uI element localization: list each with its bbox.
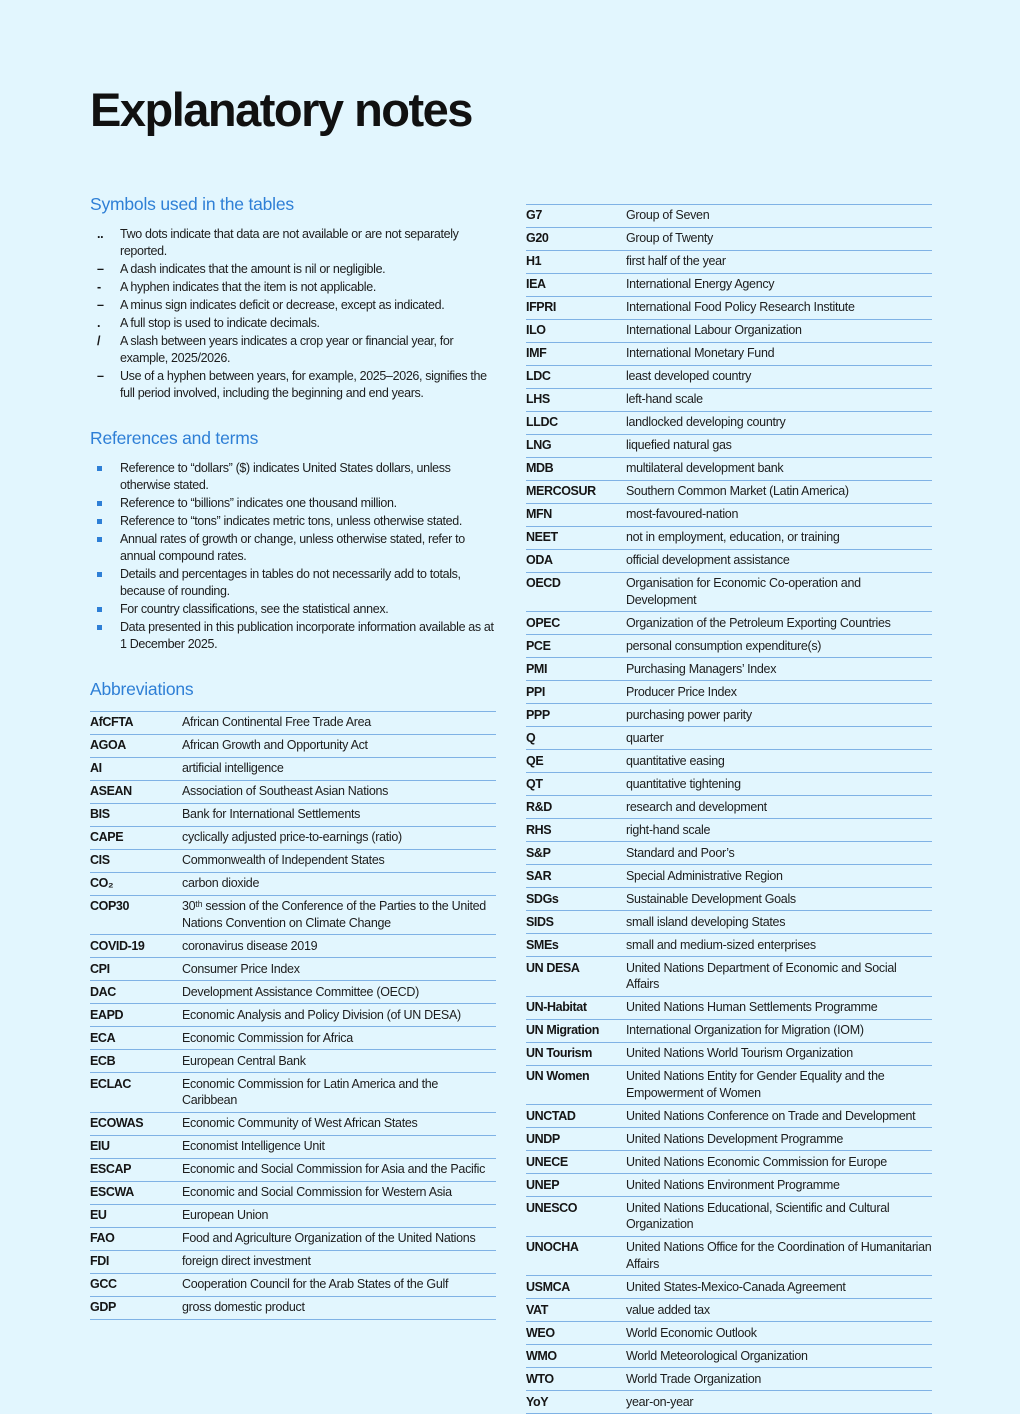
bullet-square-icon [97,501,102,506]
abbreviation-term: PPI [526,684,545,699]
abbreviation-term: H1 [526,254,542,269]
abbreviation-term: MFN [526,507,552,522]
abbreviation-definition: United Nations Environment Programme [626,1177,840,1192]
abbreviation-row [526,911,932,934]
abbreviation-row [90,1004,496,1027]
abbreviation-term: UNECE [526,1154,568,1169]
abbreviation-term: IFPRI [526,300,556,315]
abbreviation-row [526,1368,932,1391]
abbreviation-definition: International Monetary Fund [626,346,775,361]
abbreviation-definition: Economic Analysis and Policy Division (of UN DESA) [182,1007,461,1022]
symbol-glyph: - [97,279,101,294]
abbreviation-row [526,727,932,750]
reference-item [90,566,496,600]
abbreviation-row [526,550,932,573]
bullet-square-icon [97,625,102,630]
abbreviation-definition: United Nations Educational, Scientific and Cultural Organization [626,1200,890,1232]
abbreviation-definition: International Labour Organization [626,323,802,338]
bullet-square-icon [97,572,102,577]
abbreviation-row [526,773,932,796]
abbreviation-row [526,297,932,320]
abbreviations-table-right [526,204,932,1414]
abbreviation-definition: multilateral development bank [626,461,784,476]
abbreviation-term: MDB [526,461,554,476]
abbreviation-definition: Economic Commission for Africa [182,1030,353,1045]
abbreviation-term: UNESCO [526,1200,578,1215]
abbreviation-definition: left-hand scale [626,392,703,407]
abbreviation-definition: Organization of the Petroleum Exporting Countries [626,615,891,630]
abbreviation-term: CAPE [90,830,124,845]
abbreviation-row [526,865,932,888]
abbreviation-definition: quantitative easing [626,753,725,768]
abbreviation-definition: United Nations Economic Commission for Europe [626,1154,887,1169]
abbreviation-term: MERCOSUR [526,484,596,499]
abbreviation-definition: International Energy Agency [626,277,775,292]
abbreviation-definition: Economic Community of West African States [182,1116,418,1131]
abbreviation-row [90,1251,496,1274]
symbol-description: A dash indicates that the amount is nil or negligible. [120,261,386,276]
abbreviation-row [526,842,932,865]
abbreviation-term: UN Women [526,1069,590,1084]
abbreviation-definition: Special Administrative Region [626,868,783,883]
abbreviation-term: LNG [526,438,552,453]
abbreviation-term: CPI [90,961,110,976]
abbreviation-term: USMCA [526,1279,570,1294]
bullet-square-icon [97,537,102,542]
abbreviation-row [526,205,932,228]
abbreviation-term: WEO [526,1325,555,1340]
abbreviation-row [526,1151,932,1174]
abbreviation-term: IEA [526,277,546,292]
abbreviation-term: COP30 [90,899,129,914]
reference-text: Reference to “tons” indicates metric tons, unless otherwise stated. [120,513,462,528]
symbol-glyph: .. [97,226,104,241]
abbreviation-definition: quantitative tightening [626,776,741,791]
abbreviation-definition: coronavirus disease 2019 [182,938,318,953]
abbreviation-row [90,804,496,827]
abbreviation-term: LDC [526,369,551,384]
abbreviation-term: DAC [90,984,116,999]
abbreviation-term: CIS [90,853,110,868]
abbreviation-definition: Producer Price Index [626,684,737,699]
left-column [90,194,496,1320]
abbreviation-term: IMF [526,346,547,361]
abbreviation-row [526,934,932,957]
abbreviation-definition: Organisation for Economic Co-operation and Development [626,576,861,607]
abbreviation-definition: Food and Agriculture Organization of the United Nations [182,1231,476,1246]
abbreviation-definition: quarter [626,730,664,745]
abbreviation-definition: Economic Commission for Latin America and the Caribbean [182,1076,439,1108]
abbreviation-term: ECLAC [90,1076,132,1091]
abbreviation-row [526,796,932,819]
symbol-description: Two dots indicate that data are not available or are not separately reported. [120,226,459,258]
abbreviation-definition: World Economic Outlook [626,1325,757,1340]
abbreviation-term: RHS [526,822,552,837]
symbol-description: A slash between years indicates a crop year or financial year, for example, 2025/2026. [120,333,454,365]
symbol-glyph: . [97,315,101,330]
abbreviation-row [526,750,932,773]
abbreviation-term: PMI [526,661,548,676]
abbreviation-row [526,819,932,842]
abbreviation-term: UNDP [526,1131,560,1146]
reference-text: Reference to “billions” indicates one thousand million. [120,495,397,510]
abbreviation-row [526,1197,932,1237]
abbreviation-row [526,1276,932,1299]
abbreviation-term: GCC [90,1277,117,1292]
abbreviation-row [526,228,932,251]
abbreviation-definition: European Central Bank [182,1053,306,1068]
abbreviation-definition: United Nations World Tourism Organization [626,1046,853,1061]
abbreviation-row [90,758,496,781]
abbreviation-definition: Group of Seven [626,208,710,223]
abbreviation-row [526,1105,932,1128]
abbreviation-row [526,681,932,704]
reference-text: Details and percentages in tables do not necessarily add to totals, because of rounding. [120,566,461,598]
abbreviation-definition: Association of Southeast Asian Nations [182,784,389,799]
abbreviation-term: FDI [90,1254,109,1269]
abbreviation-definition: International Organization for Migration (IOM) [626,1023,864,1038]
abbreviation-row [526,1043,932,1066]
reference-item [90,601,496,618]
abbreviation-row [90,1050,496,1073]
abbreviation-term: AfCFTA [90,715,134,730]
abbreviation-row [526,704,932,727]
abbreviation-row [526,366,932,389]
abbreviation-definition: cyclically adjusted price-to-earnings (ratio) [182,830,402,845]
abbreviation-term: ECA [90,1030,116,1045]
abbreviation-row [526,320,932,343]
abbreviation-term: FAO [90,1231,115,1246]
abbreviation-row [90,1027,496,1050]
abbreviation-term: UN Migration [526,1023,599,1038]
abbreviation-term: ESCAP [90,1162,132,1177]
symbols-heading: Symbols used in the tables [90,193,294,214]
abbreviation-term: UN-Habitat [526,1000,587,1015]
abbreviation-definition: Bank for International Settlements [182,807,361,822]
symbol-item [90,279,496,296]
abbreviation-row [90,827,496,850]
abbreviation-definition: Economic and Social Commission for Asia and the Pacific [182,1162,486,1177]
abbreviation-definition: United Nations Human Settlements Programme [626,1000,878,1015]
abbreviation-term: R&D [526,799,552,814]
symbol-description: A hyphen indicates that the item is not applicable. [120,279,376,294]
abbreviation-row [90,873,496,896]
abbreviation-row [90,896,496,936]
right-column [526,204,932,1414]
abbreviation-definition: Development Assistance Committee (OECD) [182,984,419,999]
abbreviation-term: QE [526,753,544,768]
abbreviation-definition: African Continental Free Trade Area [182,715,371,730]
abbreviation-row [90,1297,496,1320]
abbreviation-term: GDP [90,1300,116,1315]
abbreviation-row [90,1205,496,1228]
abbreviation-definition: year-on-year [626,1394,694,1409]
abbreviation-row [526,481,932,504]
abbreviation-row [90,850,496,873]
abbreviation-row [90,735,496,758]
abbreviation-term: OPEC [526,615,560,630]
abbreviation-term: SMEs [526,937,559,952]
abbreviation-term: ESCWA [90,1185,134,1200]
abbreviation-term: AGOA [90,738,126,753]
references-section [90,428,496,653]
abbreviation-row [526,458,932,481]
abbreviation-definition: research and development [626,799,767,814]
abbreviation-definition: Commonwealth of Independent States [182,853,385,868]
abbreviation-term: UNOCHA [526,1240,579,1255]
abbreviation-definition: right-hand scale [626,822,711,837]
reference-text: Data presented in this publication incorporate information available as at 1 December 2025. [120,619,494,651]
abbreviation-term: QT [526,776,543,791]
abbreviations-table-left [90,711,496,1320]
abbreviation-definition: carbon dioxide [182,876,260,891]
abbreviation-term: Q [526,730,536,745]
abbreviation-row [90,1159,496,1182]
abbreviation-row [90,781,496,804]
symbol-item [90,368,496,402]
abbreviation-term: CO₂ [90,876,114,891]
abbreviation-term: LHS [526,392,550,407]
abbreviation-definition: small island developing States [626,914,786,929]
abbreviation-row [526,997,932,1020]
abbreviation-row [90,1073,496,1113]
abbreviation-term: YoY [526,1394,549,1409]
abbreviation-term: G20 [526,231,549,246]
abbreviation-definition: first half of the year [626,254,726,269]
abbreviation-definition: World Trade Organization [626,1371,761,1386]
symbol-glyph: – [97,297,104,312]
abbreviation-term: UN DESA [526,960,580,975]
abbreviation-row [526,251,932,274]
abbreviation-row [526,1391,932,1414]
abbreviation-definition: value added tax [626,1302,710,1317]
abbreviation-definition: personal consumption expenditure(s) [626,638,822,653]
abbreviation-definition: most-favoured-nation [626,507,739,522]
abbreviation-term: EAPD [90,1007,124,1022]
abbreviation-term: EU [90,1208,107,1223]
abbreviation-definition: liquefied natural gas [626,438,732,453]
abbreviation-row [526,888,932,911]
abbreviation-term: UNEP [526,1177,560,1192]
abbreviation-definition: Purchasing Managers’ Index [626,661,777,676]
abbreviation-definition: not in employment, education, or training [626,530,840,545]
page-title: Explanatory notes [90,83,472,136]
abbreviation-definition: Economist Intelligence Unit [182,1139,325,1154]
abbreviation-row [526,1322,932,1345]
symbol-description: A minus sign indicates deficit or decrease, except as indicated. [120,297,445,312]
symbol-item [90,226,496,260]
abbreviation-term: WTO [526,1371,554,1386]
symbol-item [90,333,496,367]
abbreviation-definition: purchasing power parity [626,707,752,722]
reference-item [90,619,496,653]
abbreviation-term: UNCTAD [526,1108,576,1123]
abbreviation-term: NEET [526,530,558,545]
abbreviation-row [526,1066,932,1106]
abbreviation-definition: United States-Mexico-Canada Agreement [626,1279,846,1294]
references-heading: References and terms [90,427,259,448]
abbreviation-term: PPP [526,707,550,722]
abbreviation-row [526,1299,932,1322]
abbreviation-definition: European Union [182,1208,269,1223]
abbreviation-term: EIU [90,1139,110,1154]
abbreviation-row [526,1020,932,1043]
abbreviation-row [526,612,932,635]
abbreviation-definition: Group of Twenty [626,231,713,246]
abbreviation-row [526,635,932,658]
bullet-square-icon [97,466,102,471]
abbreviation-row [90,1136,496,1159]
abbreviation-term: S&P [526,845,551,860]
reference-text: For country classifications, see the statistical annex. [120,601,389,616]
symbol-glyph: / [97,333,101,348]
abbreviation-row [526,389,932,412]
abbreviation-row [90,1113,496,1136]
abbreviation-row [526,1237,932,1277]
abbreviation-definition: Cooperation Council for the Arab States of the Gulf [182,1277,449,1292]
abbreviation-definition: gross domestic product [182,1300,305,1315]
abbreviation-row [526,504,932,527]
reference-item [90,460,496,494]
abbreviation-definition: International Food Policy Research Institute [626,300,855,315]
references-list [90,460,496,653]
abbreviation-definition: official development assistance [626,553,790,568]
abbreviations-section [90,679,496,1320]
abbreviation-definition: Economic and Social Commission for Western Asia [182,1185,452,1200]
reference-text: Annual rates of growth or change, unless otherwise stated, refer to annual compound rates. [120,531,465,563]
abbreviation-term: WMO [526,1348,557,1363]
abbreviation-term: PCE [526,638,551,653]
abbreviation-term: ASEAN [90,784,132,799]
abbreviation-term: BIS [90,807,110,822]
bullet-square-icon [97,519,102,524]
abbreviation-row [526,274,932,297]
abbreviation-row [526,435,932,458]
abbreviation-term: LLDC [526,415,558,430]
abbreviation-definition: United Nations Department of Economic and Social Affairs [626,960,897,992]
abbreviation-row [526,1345,932,1368]
abbreviation-term: AI [90,761,102,776]
abbreviation-definition: United Nations Conference on Trade and Development [626,1108,916,1123]
abbreviation-definition: Consumer Price Index [182,961,300,976]
abbreviation-definition: Sustainable Development Goals [626,891,796,906]
abbreviation-row [526,343,932,366]
abbreviation-term: ILO [526,323,546,338]
abbreviation-term: OECD [526,576,561,591]
abbreviation-row [90,712,496,735]
abbreviation-definition: United Nations Entity for Gender Equality and the Empowerment of Women [626,1069,885,1100]
abbreviation-definition: foreign direct investment [182,1254,311,1269]
symbol-item [90,261,496,278]
symbols-list [90,226,496,402]
symbol-glyph: – [97,261,104,276]
abbreviation-term: UN Tourism [526,1046,592,1061]
abbreviation-definition: Standard and Poor’s [626,845,735,860]
abbreviation-row [526,527,932,550]
abbreviation-term: G7 [526,208,542,223]
abbreviation-definition: African Growth and Opportunity Act [182,738,368,753]
abbreviation-row [90,981,496,1004]
abbreviation-term: SDGs [526,891,559,906]
reference-text: Reference to “dollars” ($) indicates United States dollars, unless otherwise stated. [120,460,451,492]
abbreviation-definition: World Meteorological Organization [626,1348,808,1363]
reference-item [90,495,496,512]
abbreviation-row [90,1228,496,1251]
symbol-item [90,297,496,314]
abbreviation-term: SIDS [526,914,554,929]
symbol-description: Use of a hyphen between years, for example, 2025–2026, signifies the full period involved, including the beginning and end years. [120,368,487,400]
abbreviation-term: ECB [90,1053,116,1068]
abbreviation-row [90,958,496,981]
abbreviation-row [526,658,932,681]
abbreviation-term: ECOWAS [90,1116,144,1131]
abbreviation-definition: United Nations Office for the Coordination of Humanitarian Affairs [626,1240,932,1271]
abbreviation-row [526,957,932,997]
symbol-description: A full stop is used to indicate decimals. [120,315,320,330]
abbreviation-row [90,1274,496,1297]
abbreviation-definition: Southern Common Market (Latin America) [626,484,849,499]
abbreviation-row [90,1182,496,1205]
abbreviation-row [90,935,496,958]
abbreviation-term: SAR [526,868,552,883]
abbreviation-row [526,412,932,435]
abbreviation-definition: small and medium-sized enterprises [626,937,816,952]
abbreviation-definition: landlocked developing country [626,415,786,430]
abbreviation-row [526,573,932,613]
symbol-item [90,315,496,332]
abbreviation-term: COVID-19 [90,938,145,953]
symbol-glyph: – [97,368,104,383]
abbreviation-row [526,1128,932,1151]
symbols-section [90,194,496,402]
abbreviation-definition: artificial intelligence [182,761,284,776]
abbreviation-row [526,1174,932,1197]
reference-item [90,531,496,565]
abbreviation-definition: United Nations Development Programme [626,1131,844,1146]
two-column-layout [90,194,932,1414]
abbreviation-term: ODA [526,553,553,568]
abbreviation-term: VAT [526,1302,548,1317]
abbreviation-definition: 30ᵗʰ session of the Conference of the Parties to the United Nations Convention on Climate Change [182,899,486,930]
abbreviations-heading: Abbreviations [90,678,194,699]
abbreviation-definition: least developed country [626,369,752,384]
bullet-square-icon [97,607,102,612]
reference-item [90,513,496,530]
